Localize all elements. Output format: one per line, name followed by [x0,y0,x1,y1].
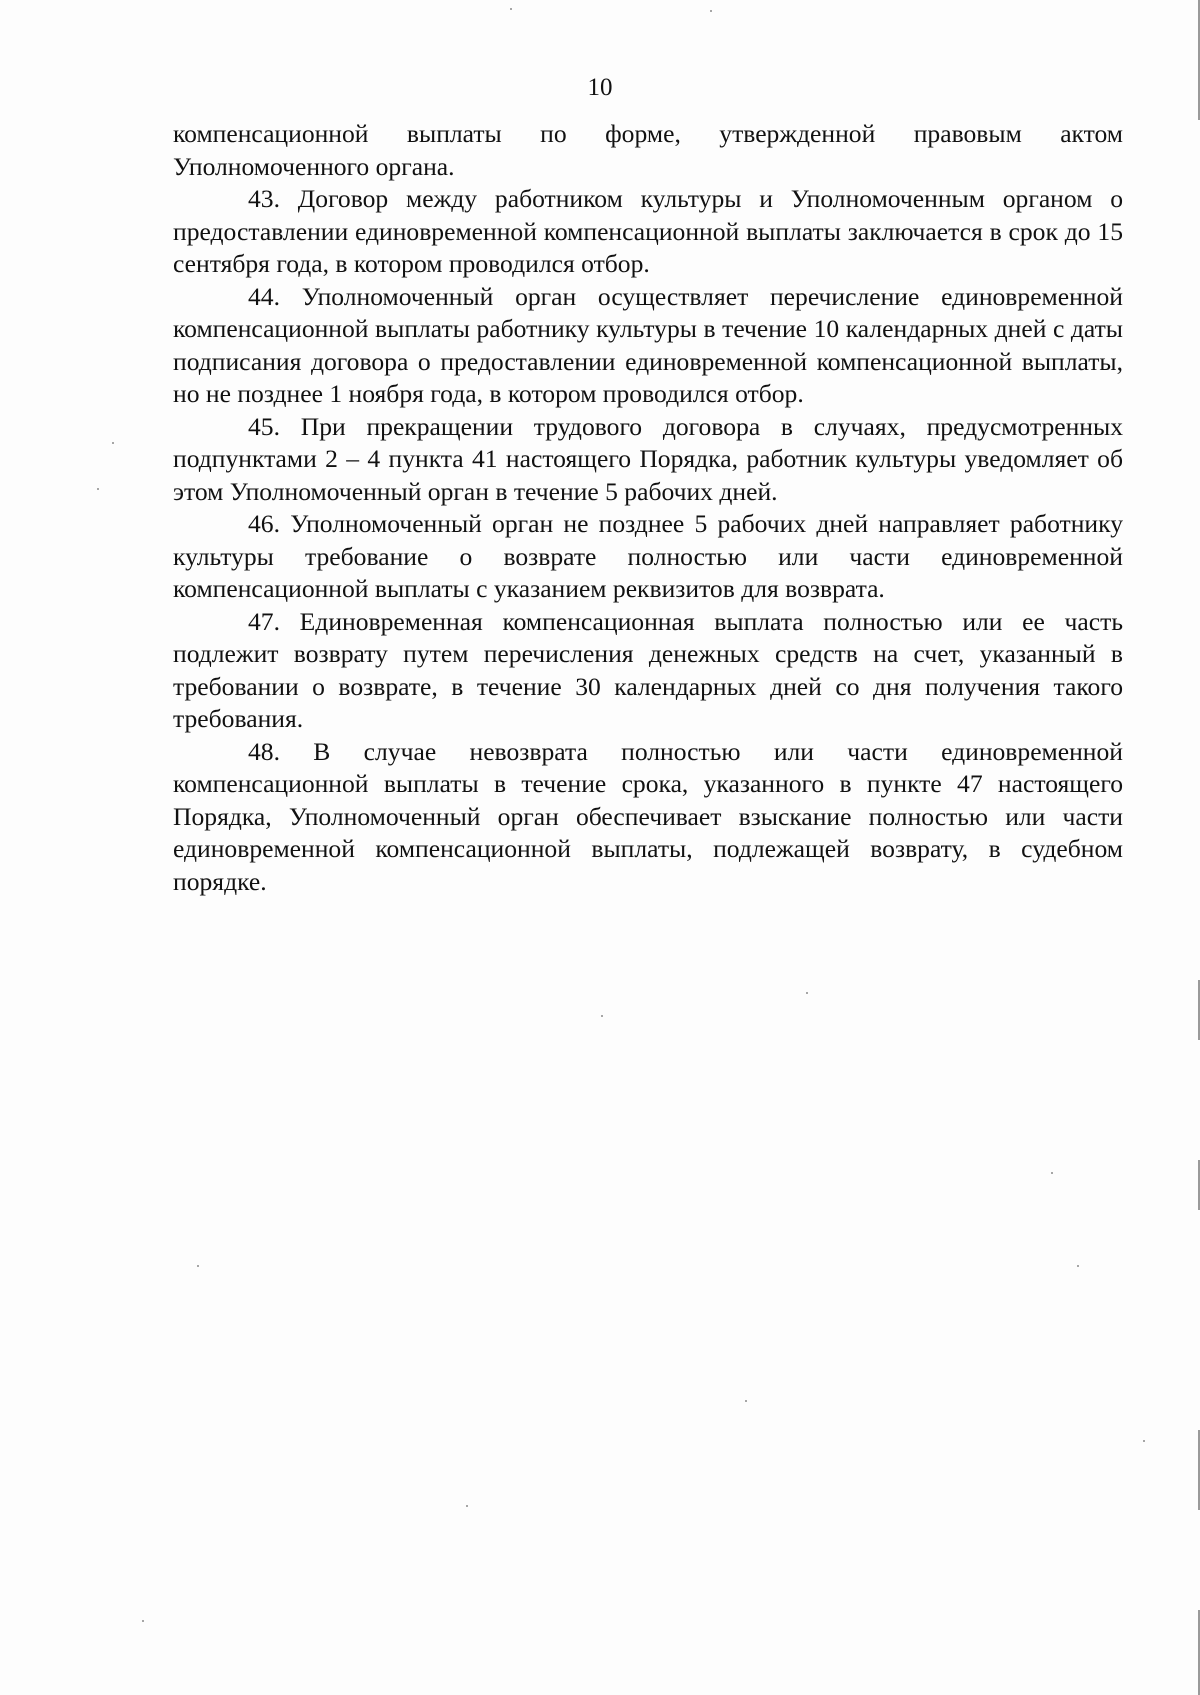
paragraph-46: 46. Уполномоченный орган не позднее 5 рабочих дней направляет работнику культуры требование о возврате полностью или части единовременной компенсационной выплаты с указанием реквизитов для возврата. [173,509,1123,603]
document-body [173,118,1123,898]
scan-speck [710,10,712,12]
scan-speck [1051,1172,1053,1174]
scan-speck [1143,1440,1145,1442]
scan-speck [197,1265,199,1267]
paragraph-45: 45. При прекращении трудового договора в случаях, предусмотренных подпунктами 2 – 4 пункта 41 настоящего Порядка, работник культуры уведомляет об этом Уполномоченный орган в течение 5 рабочих дней. [173,411,1123,506]
scan-speck [97,488,99,490]
paragraph-continuation: компенсационной выплаты по форме, утвержденной правовым актом Уполномоченного органа. [173,119,1123,181]
scan-speck [745,1400,747,1402]
scan-speck [1077,1265,1079,1267]
scan-speck [510,8,512,10]
paragraph-44: 44. Уполномоченный орган осуществляет перечисление единовременной компенсационной выплаты работнику культуры в течение 10 календарных дней с даты подписания договора о предоставлении единовременной компенсационной выплаты, но не позднее 1 ноября года, в котором проводился отбор. [173,281,1123,408]
paragraph-47: 47. Единовременная компенсационная выплата полностью или ее часть подлежит возврату путем перечисления денежных средств на счет, указанный в требовании о возврате, в течение 30 календарных дней со дня получения такого требования. [173,606,1123,733]
scan-speck [466,1505,468,1507]
page-number: 10 [587,74,613,101]
scan-speck [806,992,808,994]
paragraph-48: 48. В случае невозврата полностью или части единовременной компенсационной выплаты в течение срока, указанного в пункте 47 настоящего Порядка, Уполномоченный орган обеспечивает взыскание полностью или части единовременной компенсационной выплаты, подлежащей возврату, в судебном порядке. [173,736,1123,896]
scan-speck [142,1620,144,1622]
scan-speck [601,1015,603,1017]
scan-speck [112,442,114,444]
paragraph-43: 43. Договор между работником культуры и Уполномоченным органом о предоставлении единовременной компенсационной выплаты заключается в срок до 15 сентября года, в котором проводился отбор. [173,184,1123,278]
